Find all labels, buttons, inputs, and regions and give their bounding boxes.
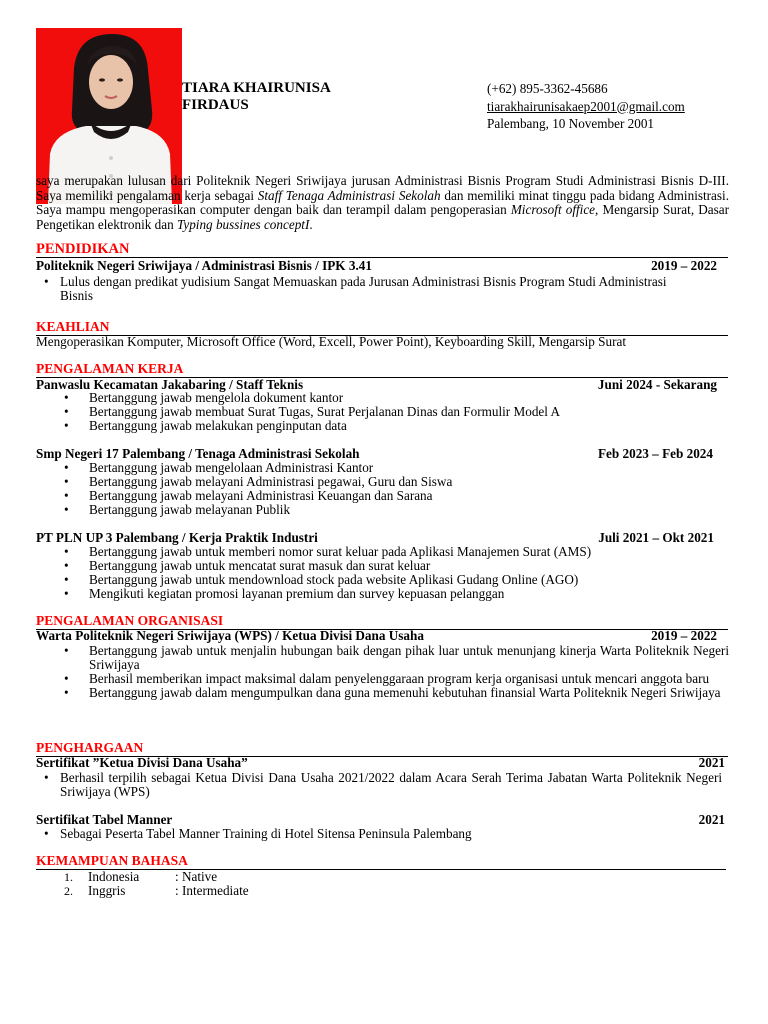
education-bullets [36, 275, 696, 303]
contact-block [487, 80, 685, 133]
list-item: • Lulus dengan predikat yudisium Sangat Memuaskan pada Jurusan Administrasi Bisnis Program Studi Administrasi Bisnis [36, 275, 696, 303]
job-title: Panwaslu Kecamatan Jakabaring / Staff Teknis [36, 377, 304, 392]
language-level: : Intermediate [175, 883, 249, 898]
award-1-bullets [36, 771, 722, 799]
job-entry-3 [36, 531, 714, 545]
job-3-bullets [36, 545, 706, 601]
education-title: Politeknik Negeri Sriwijaya / Administrasi Bisnis / IPK 3.41 [36, 258, 372, 273]
list-item: • Bertanggung jawab dalam mengumpulkan dana guna memenuhi kebutuhan finansial Warta Politeknik Negeri Sriwijaya [36, 686, 729, 700]
list-item: • Mengikuti kegiatan promosi layanan premium dan survey kepuasan pelanggan [36, 587, 706, 601]
language-item-2: 2. Inggris : Intermediate [64, 883, 249, 898]
birth-info: Palembang, 10 November 2001 [487, 116, 655, 131]
job-1-bullets [36, 391, 696, 433]
awards-heading: PENGHARGAAN [36, 741, 728, 757]
education-entry [36, 259, 717, 273]
language-name: Indonesia [88, 869, 140, 884]
list-item: • Bertanggung jawab mengelolaan Administrasi Kantor [36, 461, 696, 475]
job-title: Smp Negeri 17 Palembang / Tenaga Administrasi Sekolah [36, 446, 360, 461]
award-date: 2021 [698, 812, 725, 827]
list-item: • Bertanggung jawab melayanan Publik [36, 503, 696, 517]
job-2-bullets [36, 461, 696, 517]
name-line-2: FIRDAUS [182, 97, 249, 113]
list-item: • Bertanggung jawab melayani Administrasi pegawai, Guru dan Siswa [36, 475, 696, 489]
list-item: • Sebagai Peserta Tabel Manner Training di Hotel Sitensa Peninsula Palembang [36, 827, 696, 841]
education-date: 2019 – 2022 [651, 258, 717, 273]
job-date: Juni 2024 - Sekarang [597, 377, 717, 392]
list-item: • Bertanggung jawab untuk memberi nomor surat keluar pada Aplikasi Manajemen Surat (AMS) [36, 545, 706, 559]
job-title: PT PLN UP 3 Palembang / Kerja Praktik Industri [36, 530, 318, 545]
award-title: Sertifikat ”Ketua Divisi Dana Usaha” [36, 755, 248, 770]
email-link[interactable]: tiarakhairunisakaep2001@gmail.com [487, 98, 685, 114]
job-date: Juli 2021 – Okt 2021 [598, 530, 714, 545]
list-item: • Bertanggung jawab melayani Administrasi Keuangan dan Sarana [36, 489, 696, 503]
list-item: • Bertanggung jawab melakukan penginputan data [36, 419, 696, 433]
education-heading: PENDIDIKAN [36, 242, 728, 258]
language-name: Inggris [88, 883, 126, 898]
organization-entry [36, 629, 717, 643]
list-item: • Bertanggung jawab untuk menjalin hubungan baik dengan pihak luar untuk menunjang kinerja Warta Politeknik Negeri Sriwijaya [36, 644, 729, 672]
organization-bullets [36, 644, 729, 700]
award-entry-1 [36, 756, 725, 770]
list-item: • Bertanggung jawab untuk mendownload stock pada website Aplikasi Gudang Online (AGO) [36, 573, 706, 587]
list-item: • Berhasil terpilih sebagai Ketua Divisi Dana Usaha 2021/2022 dalam Acara Serah Terima Jabatan Warta Politeknik Negeri Sriwijaya (WPS) [36, 771, 722, 799]
skills-text: Mengoperasikan Komputer, Microsoft Office (Word, Excell, Power Point), Keyboarding Skill, Mengarsip Surat [36, 334, 627, 349]
award-2-bullets [36, 827, 696, 841]
award-entry-2 [36, 813, 725, 827]
name-line-1: TIARA KHAIRUNISA [182, 80, 331, 96]
candidate-name [182, 80, 331, 114]
language-level: : Native [175, 869, 218, 884]
language-item-1: 1. Indonesia : Native [64, 869, 218, 884]
organization-date: 2019 – 2022 [651, 628, 717, 643]
award-title: Sertifikat Tabel Manner [36, 812, 173, 827]
list-item: • Bertanggung jawab untuk mencatat surat masuk dan surat keluar [36, 559, 706, 573]
phone-number: (+62) 895-3362-45686 [487, 81, 608, 96]
list-item: • Bertanggung jawab membuat Surat Tugas, Surat Perjalanan Dinas dan Formulir Model A [36, 405, 696, 419]
award-date: 2021 [698, 755, 725, 770]
profile-summary: saya merupakan lulusan dari Politeknik Negeri Sriwijaya jurusan Administrasi Bisnis Program Studi Administrasi Bisnis D-III. Saya memiliki pengalaman kerja sebagai Staff Tenaga Administrasi Sekolah dan memiliki minat tinggu pada bidang Administrasi. Saya mampu mengoperasikan computer dengan baik dan terampil dalam pengoperasian Microsoft office, Mengarsip Surat, Dasar Pengetikan elektronik dan Typing bussines conceptI. [36, 173, 729, 232]
language-heading: KEMAMPUAN BAHASA [36, 854, 726, 870]
job-date: Feb 2023 – Feb 2024 [597, 446, 713, 461]
work-heading: PENGALAMAN KERJA [36, 362, 728, 378]
organization-heading: PENGALAMAN ORGANISASI [36, 614, 728, 630]
list-item: • Berhasil memberikan impact maksimal dalam penyelenggaraan program kerja organisasi untuk mencari anggota baru [36, 672, 729, 686]
list-item: • Bertanggung jawab mengelola dokument kantor [36, 391, 696, 405]
organization-title: Warta Politeknik Negeri Sriwijaya (WPS) / Ketua Divisi Dana Usaha [36, 628, 424, 643]
job-entry-2 [36, 447, 713, 461]
skills-heading: KEAHLIAN [36, 320, 728, 336]
